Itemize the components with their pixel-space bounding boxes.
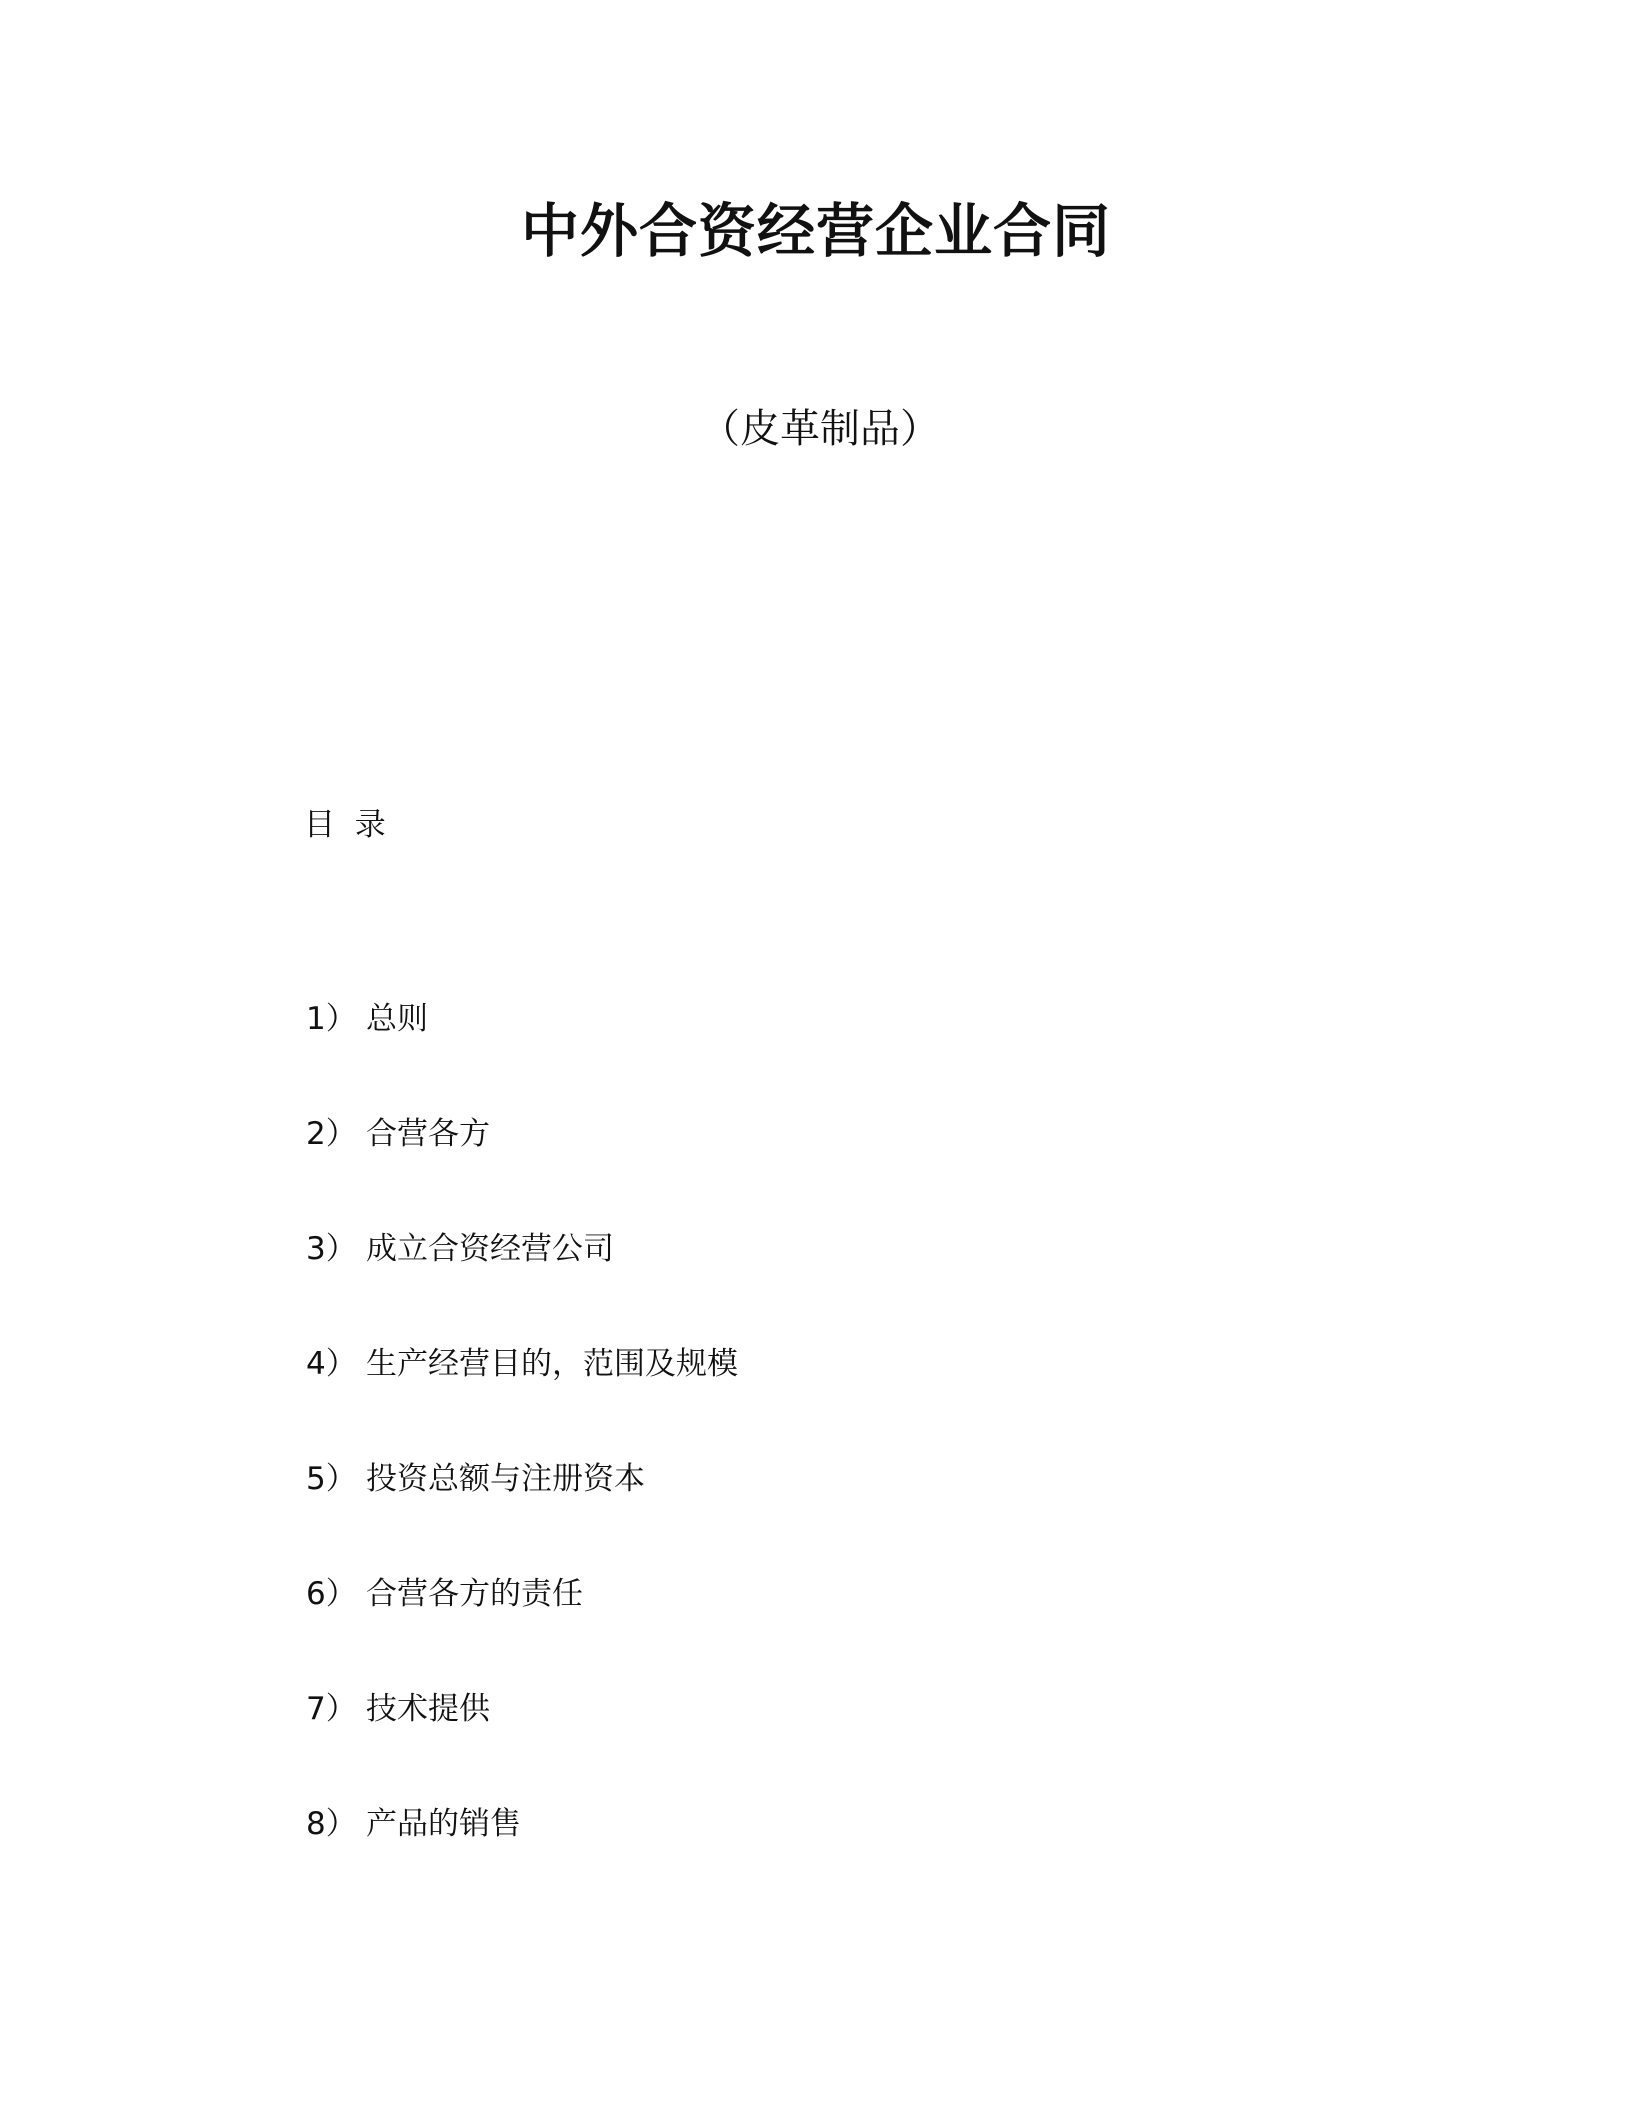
toc-item-label: 总则 [366,1001,428,1037]
toc-item-number: 2） [306,1116,357,1152]
toc-item-label: 投资总额与注册资本 [366,1461,645,1497]
toc-item [306,1574,738,1689]
toc-item [306,1344,738,1459]
toc-item-label: 生产经营目的，范围及规模 [366,1346,738,1382]
toc-item-number: 3） [306,1231,357,1267]
toc-item-label: 合营各方 [366,1116,490,1152]
toc-item [306,1114,738,1229]
toc-item-number: 1） [306,1001,357,1037]
document-subtitle: （皮革制品） [700,406,940,452]
toc-item [306,1459,738,1574]
table-of-contents [306,999,738,1919]
toc-item [306,1804,738,1919]
toc-item [306,999,738,1114]
toc-item-label: 成立合资经营公司 [366,1231,614,1267]
toc-item-number: 5） [306,1461,357,1497]
toc-item [306,1229,738,1344]
toc-item-number: 6） [306,1576,357,1612]
toc-item-label: 合营各方的责任 [366,1576,583,1612]
toc-item-number: 8） [306,1806,357,1842]
toc-item-label: 技术提供 [366,1691,490,1727]
document-title: 中外合资经营企业合同 [520,197,1111,265]
toc-item-number: 7） [306,1691,357,1727]
toc-item-number: 4） [306,1346,357,1382]
toc-heading: 目 录 [304,807,386,843]
toc-item [306,1689,738,1804]
toc-item-label: 产品的销售 [366,1806,521,1842]
